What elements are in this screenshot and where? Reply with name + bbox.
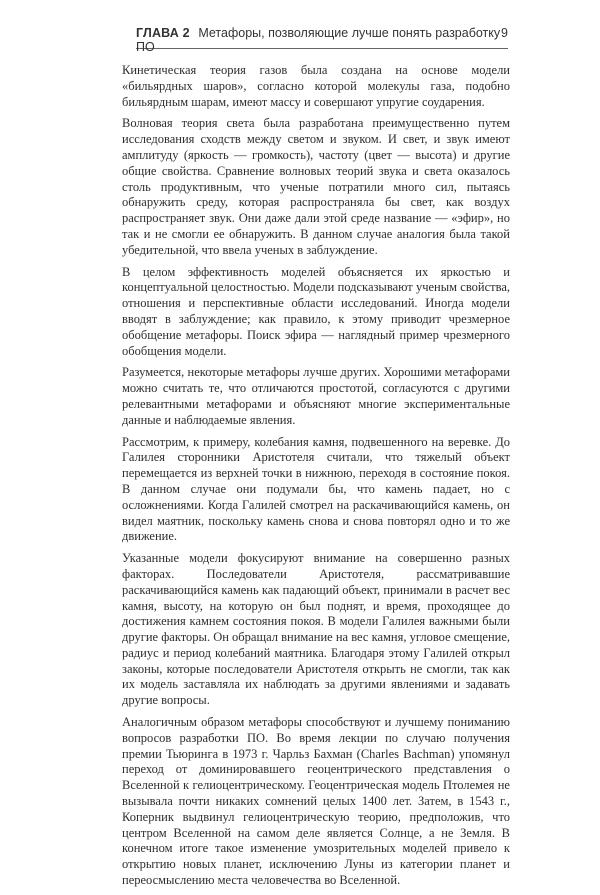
running-head [136, 26, 508, 54]
paragraph-better-metaphors: Разумеется, некоторые метафоры лучше других. Хорошими метафорами можно считать те, что отличаются простотой, согласуются с другими релевантными метафорами и объясняют многие экспериментальные данные и наблюдаемые явления. [122, 365, 510, 427]
page-number: 9 [501, 26, 508, 40]
paragraph-swinging-stone: Рассмотрим, к примеру, колебания камня, подвешенного на веревке. До Галилея сторонники Аристотеля считали, что тяжелый объект перемещается из верхней точки в нижнюю, переходя в состояние покоя. В данном случае они подумали бы, что камень падает, но с осложнениями. Когда Галилей смотрел на раскачивающийся камень, он видел маятник, поскольку камень снова и снова повторял одно и то же движение. [122, 434, 510, 544]
paragraph-software-metaphors: Аналогичным образом метафоры способствуют и лучшему пониманию вопросов разработки ПО. Во время лекции по случаю получения премии Тьюринга в 1973 г. Чарльз Бахман (Charles Bachman) упомянул переход от доминировавшего геоцентрического представления о Вселенной к гелиоцентрическому. Геоцентрическая модель Птолемея не вызывала почти никаких сомнений целых 1400 лет. Затем, в 1543 г., Коперник выдвинул гелиоцентрическую теорию, предположив, что центром Вселенной на самом деле является Солнце, а не Земля. В конечном итоге такое изменение умозрительных моделей привело к открытию новых планет, исключению Луны из категории планет и переосмыслению места человечества во Вселенной. [122, 715, 510, 888]
paragraph-model-factors: Указанные модели фокусируют внимание на совершенно разных факторах. Последователи Аристотеля, рассматривавшие раскачивающийся камень как падающий объект, принимали в расчет вес камня, высоту, на которую он был поднят, и время, проходящее до достижения камнем состояния покоя. В модели Галилея важными были другие факторы. Он обращал внимание на вес камня, угловое смещение, радиус и период колебаний маятника. Благодаря этому Галилей открыл законы, которые последователи Аристотеля открыть не смогли, так как их модель заставляла их наблюдать за другими явлениями и задавать другие вопросы. [122, 551, 510, 708]
chapter-title: Метафоры, позволяющие лучше понять разработку ПО [136, 26, 501, 54]
chapter-label: ГЛАВА 2 [136, 26, 190, 40]
body-text [122, 63, 510, 895]
paragraph-kinetic-theory: Кинетическая теория газов была создана на основе модели «бильярдных шаров», согласно которой молекулы газа, подобно бильярдным шарам, имеют массу и совершают упругие соударения. [122, 63, 510, 109]
paragraph-model-effectiveness: В целом эффективность моделей объясняется их яркостью и концептуальной целостностью. Модели подсказывают ученым свойства, отношения и перспективные области исследований. Иногда модели вводят в заблуждение; как правило, к этому приводит чрезмерное обобщение метафоры. Поиск эфира — наглядный пример чрезмерного обобщения модели. [122, 264, 510, 358]
paragraph-wave-theory: Волновая теория света была разработана преимущественно путем исследования сходств между светом и звуком. И свет, и звук имеют амплитуду (яркость — громкость), частоту (цвет — высота) и другие общие свойства. Сравнение волновых теорий звука и света оказалось столь продуктивным, что ученые потратили много сил, пытаясь обнаружить среду, которая распространяла бы свет, как воздух распространяет звук. Они даже дали этой среде название — «эфир», но так и не смогли ее обнаружить. В данном случае аналогия была такой убедительной, что ввела ученых в заблуждение. [122, 116, 510, 257]
